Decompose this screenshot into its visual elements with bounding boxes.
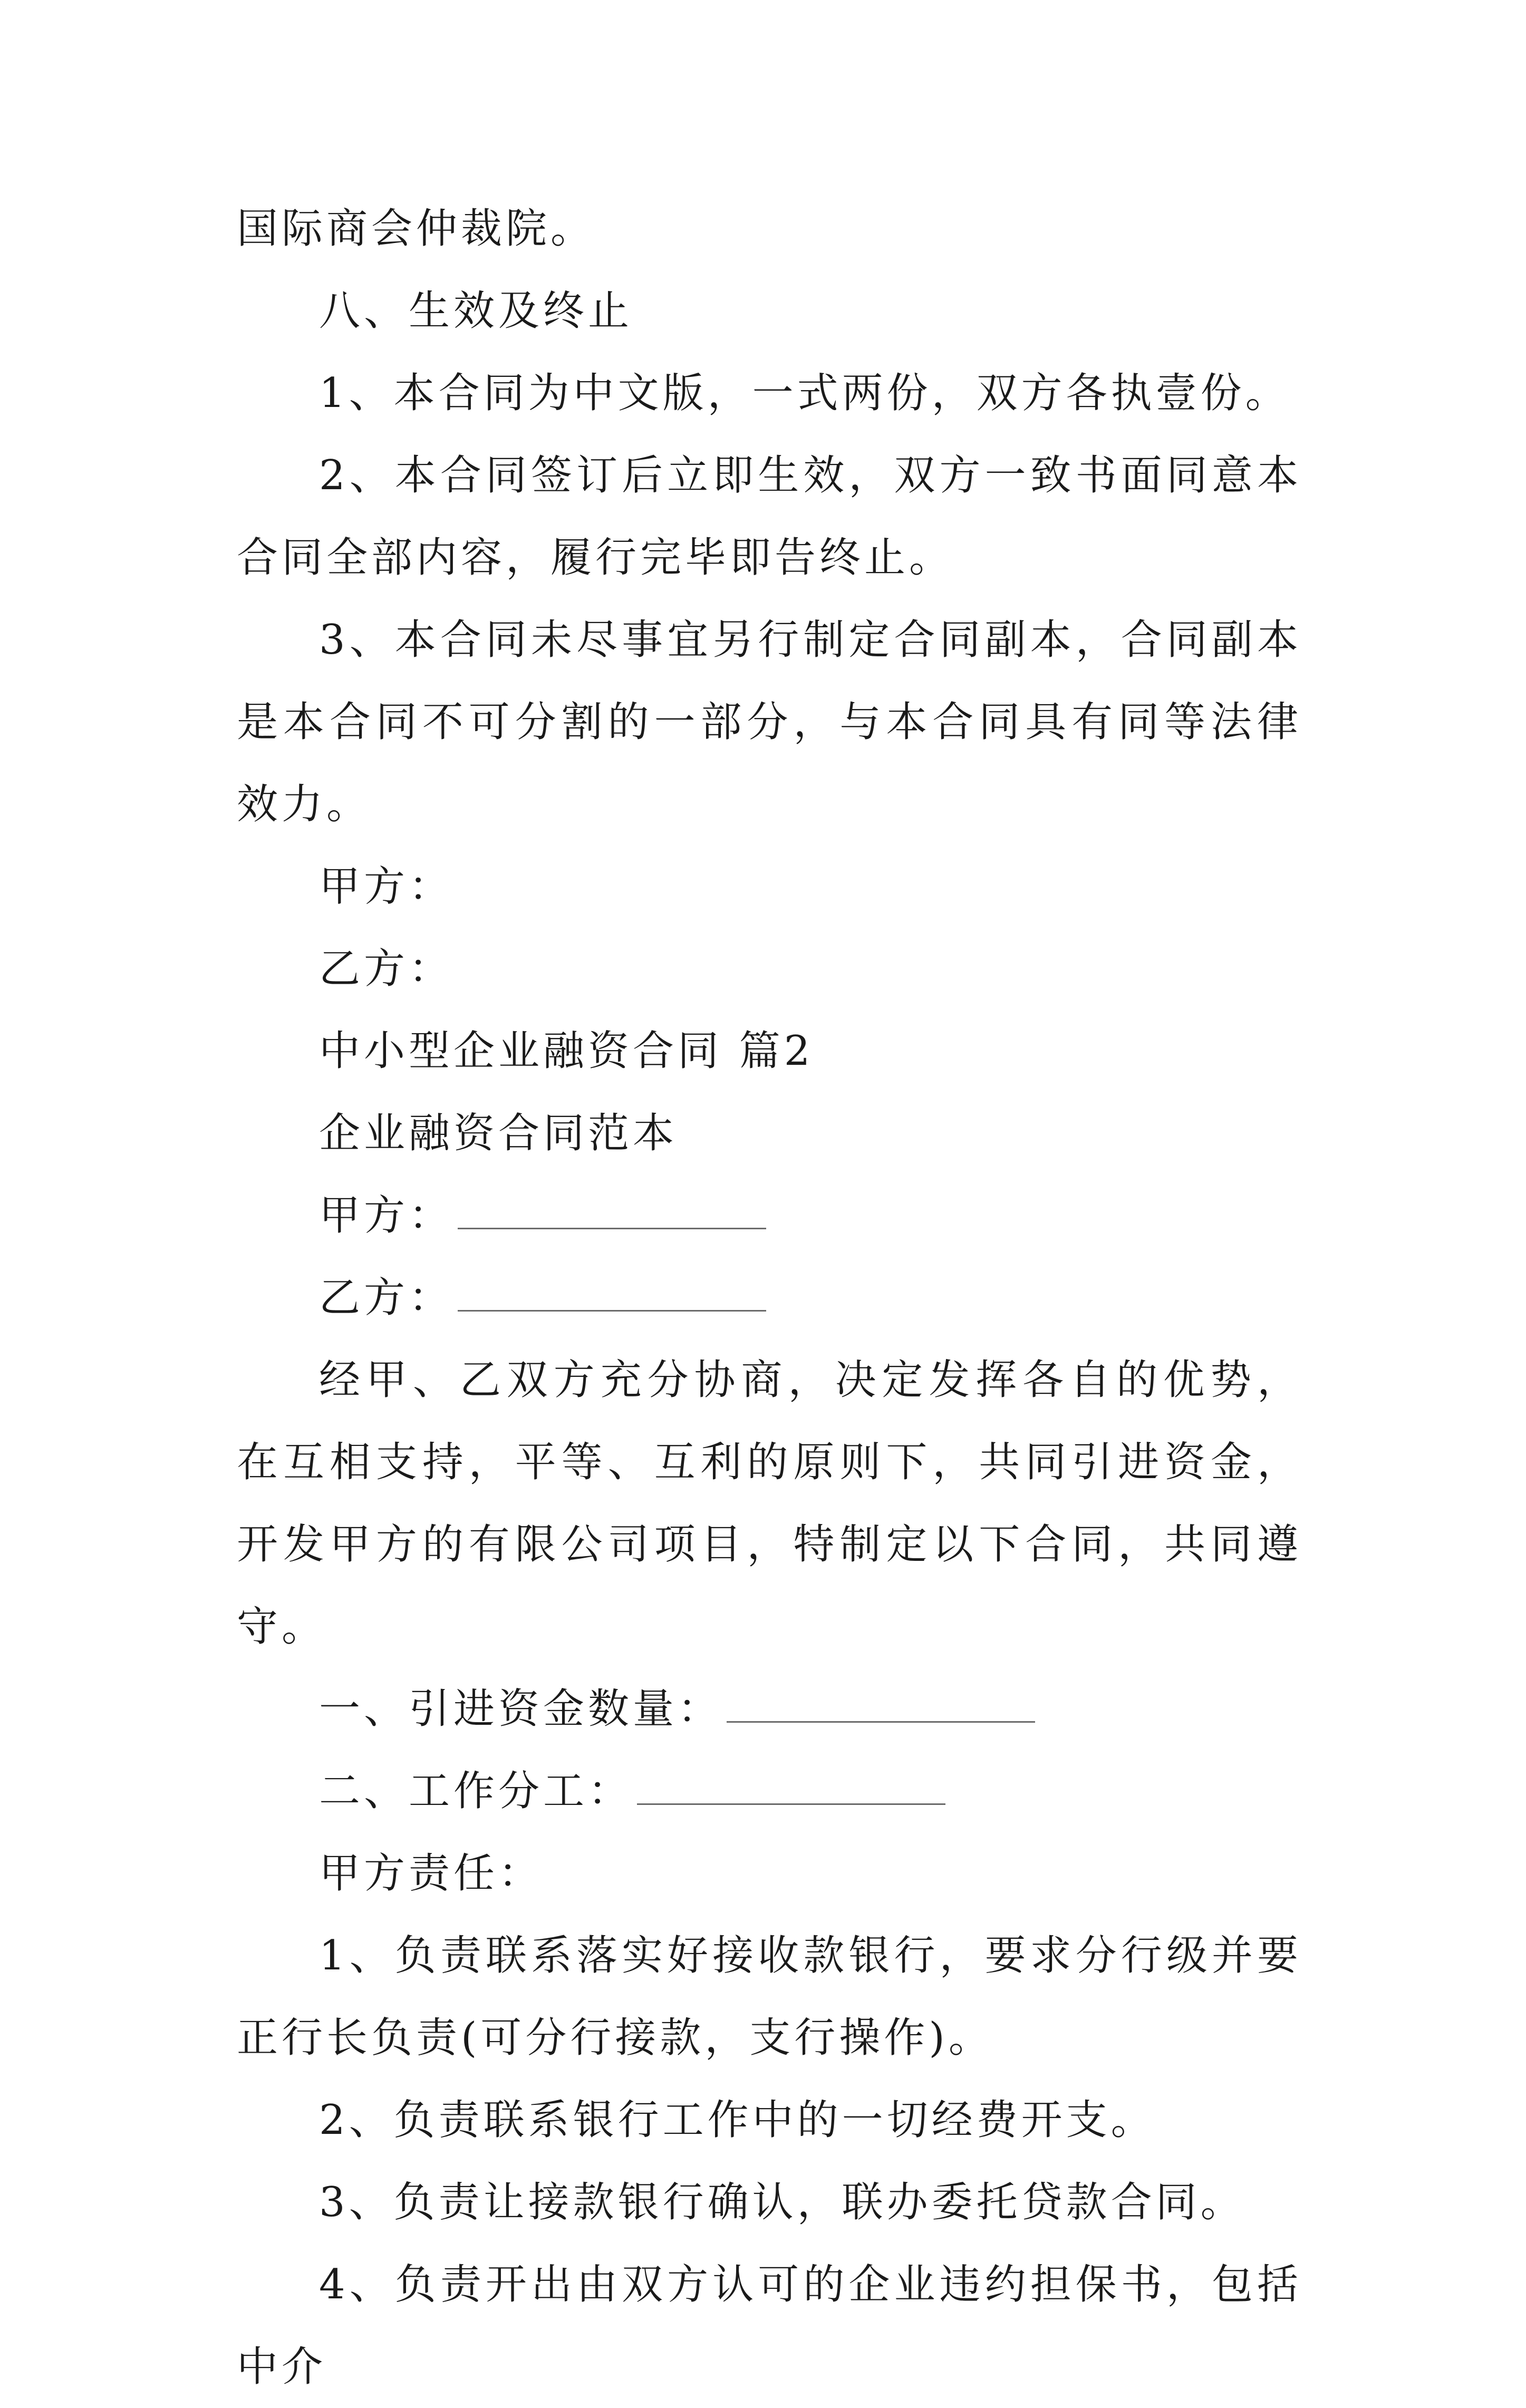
- funding-amount-line: [237, 1668, 1302, 1750]
- clause-8-1: 1、本合同为中文版，一式两份，双方各执壹份。: [319, 370, 1290, 417]
- party-b-label: 乙方：: [319, 1274, 454, 1322]
- clause-8-2: 2、本合同签订后立即生效，双方一致书面同意本合同全部内容，履行完毕即告终止。: [237, 452, 1302, 581]
- party-b-blank-field[interactable]: [458, 1269, 766, 1312]
- responsibility-3: 3、负责让接款银行确认，联办委托贷款合同。: [319, 2179, 1245, 2226]
- party-a-line: [237, 1174, 1302, 1257]
- responsibility-4: 4、负责开出由双方认可的企业违约担保书，包括中介: [237, 2261, 1302, 2391]
- work-division-line: [237, 1750, 1302, 1832]
- party-a-label: 甲方：: [319, 1192, 454, 1239]
- responsibility-2: 2、负责联系银行工作中的一切经费开支。: [319, 2096, 1156, 2144]
- party-a-signature-label: 甲方：: [319, 863, 454, 910]
- section-title-part-2: 中小型企业融资合同 篇2: [319, 1027, 814, 1075]
- work-division-blank-field[interactable]: [637, 1762, 945, 1805]
- party-b-signature-label: 乙方：: [319, 945, 454, 993]
- party-a-blank-field[interactable]: [458, 1187, 766, 1229]
- funding-amount-blank-field[interactable]: [727, 1680, 1035, 1723]
- heading-effect-and-termination: 八、生效及终止: [319, 287, 633, 335]
- work-division-label: 二、工作分工：: [319, 1768, 633, 1815]
- party-a-responsibilities-heading: 甲方责任：: [319, 1850, 544, 1897]
- contract-template-title: 企业融资合同范本: [319, 1110, 678, 1157]
- paragraph-arbitration-end: 国际商会仲裁院。: [237, 205, 596, 253]
- document-body: [237, 188, 1302, 2408]
- responsibility-1: 1、负责联系落实好接收款银行，要求分行级并要正行长负责(可分行接款，支行操作)。: [237, 1932, 1302, 2062]
- party-b-line: [237, 1257, 1302, 1339]
- preamble-paragraph: 经甲、乙双方充分协商，决定发挥各自的优势，在互相支持，平等、互利的原则下，共同引进资金，开发甲方的有限公司项目，特制定以下合同，共同遵守。: [237, 1356, 1302, 1650]
- clause-8-3: 3、本合同未尽事宜另行制定合同副本，合同副本是本合同不可分割的一部分，与本合同具有同等法律效力。: [237, 616, 1302, 828]
- funding-amount-label: 一、引进资金数量：: [319, 1685, 723, 1733]
